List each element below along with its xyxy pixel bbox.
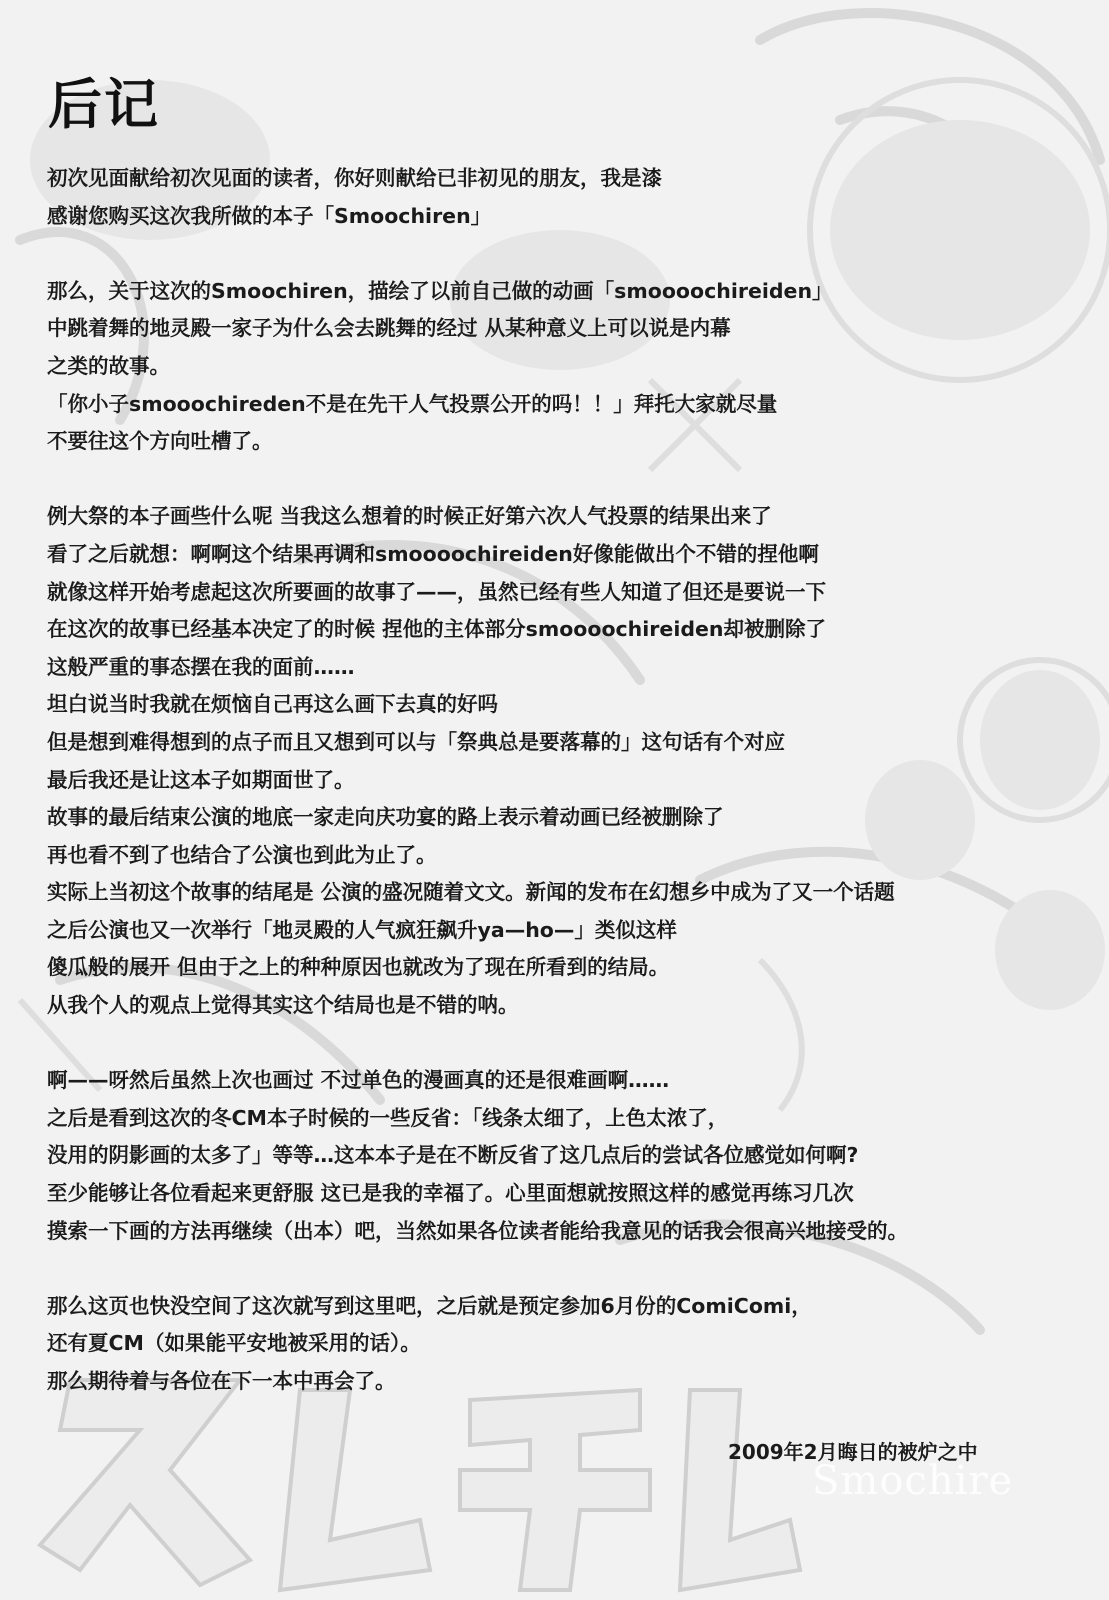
afterword-body xyxy=(47,160,1097,1438)
text-line: 故事的最后结束公演的地底一家走向庆功宴的路上表示着动画已经被删除了 xyxy=(47,805,724,830)
paragraph-story xyxy=(47,498,1097,1024)
text-line: 之类的故事。 xyxy=(47,353,170,378)
text-line: 之后是看到这次的冬CM本子时候的一些反省：「线条太细了，上色太浓了， xyxy=(47,1105,729,1130)
text-line: 初次见面献给初次见面的读者，你好则献给已非初见的朋友，我是漆 xyxy=(47,166,662,190)
text-line: 还有夏CM（如果能平安地被采用的话）。 xyxy=(47,1331,421,1356)
paragraph-about xyxy=(47,273,1097,461)
text-line: 不要往这个方向吐槽了。 xyxy=(47,429,273,454)
text-line: 感谢您购买这次我所做的本子「Smoochiren」 xyxy=(47,203,492,228)
text-line: 例大祭的本子画些什么呢 当我这么想着的时候正好第六次人气投票的结果出来了 xyxy=(47,504,772,529)
text-line: 「你小子smooochireden不是在先干人气投票公开的吗！！」拜托大家就尽量 xyxy=(47,391,778,416)
paragraph-reflection xyxy=(47,1062,1097,1250)
paragraph-greeting xyxy=(47,160,1097,235)
text-line: 这般严重的事态摆在我的面前…… xyxy=(47,654,355,679)
text-line: 啊——呀然后虽然上次也画过 不过单色的漫画真的还是很难画啊…… xyxy=(47,1068,670,1093)
text-line: 但是想到难得想到的点子而且又想到可以与「祭典总是要落幕的」这句话有个对应 xyxy=(47,729,785,754)
logo-subtext: Smochire xyxy=(812,1458,1014,1504)
text-line: 看了之后就想：啊啊这个结果再调和smoooochireiden好像能做出个不错的捏他啊 xyxy=(47,541,819,566)
text-line: 就像这样开始考虑起这次所要画的故事了——，虽然已经有些人知道了但还是要说一下 xyxy=(47,579,826,604)
text-line: 那么期待着与各位在下一本中再会了。 xyxy=(47,1369,396,1393)
paragraph-closing xyxy=(47,1288,1097,1401)
text-line: 最后我还是让这本子如期面世了。 xyxy=(47,767,355,792)
text-line: 没用的阴影画的太多了」等等…这本本子是在不断反省了这几点后的尝试各位感觉如何啊? xyxy=(47,1143,859,1168)
text-line: 那么，关于这次的Smoochiren，描绘了以前自己做的动画「smoooochireiden」 xyxy=(47,278,833,303)
text-line: 摸索一下画的方法再继续（出本）吧，当然如果各位读者能给我意见的话我会很高兴地接受的。 xyxy=(47,1218,908,1243)
text-line: 实际上当初这个故事的结尾是 公演的盛况随着文文。新闻的发布在幻想乡中成为了又一个话题 xyxy=(47,880,895,905)
text-line: 再也看不到了也结合了公演也到此为止了。 xyxy=(47,842,437,867)
signature-date: 2009年2月晦日的被炉之中 xyxy=(728,1440,978,1464)
text-line: 傻瓜般的展开 但由于之上的种种原因也就改为了现在所看到的结局。 xyxy=(47,955,670,980)
text-line: 之后公演也又一次举行「地灵殿的人气疯狂飙升ya—ho—」类似这样 xyxy=(47,917,677,942)
text-line: 至少能够让各位看起来更舒服 这已是我的幸福了。心里面想就按照这样的感觉再练习几次 xyxy=(47,1181,854,1206)
page-title: 后记 xyxy=(48,73,160,136)
text-line: 在这次的故事已经基本决定了的时候 捏他的主体部分smoooochireiden却被删除了 xyxy=(47,617,827,642)
text-line: 坦白说当时我就在烦恼自己再这么画下去真的好吗 xyxy=(47,692,498,717)
text-line: 中跳着舞的地灵殿一家子为什么会去跳舞的经过 从某种意义上可以说是内幕 xyxy=(47,316,731,341)
text-line: 那么这页也快没空间了这次就写到这里吧，之后就是预定参加6月份的ComiComi， xyxy=(47,1293,812,1318)
text-line: 从我个人的观点上觉得其实这个结局也是不错的呐。 xyxy=(47,993,519,1018)
